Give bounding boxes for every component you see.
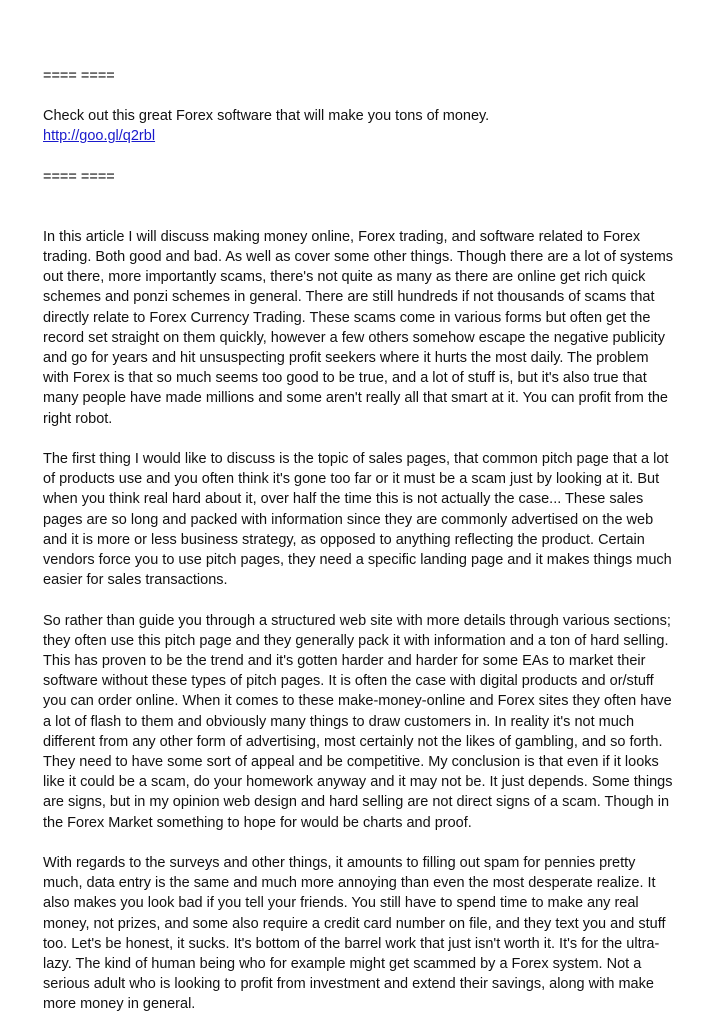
text-line: are signs, but in my opinion web design and hard selling are not direct signs of a scam. Though in xyxy=(43,794,670,811)
text-line: many people have made millions and some aren't really all that smart at it. You can profit from the xyxy=(43,390,668,407)
article-paragraph xyxy=(43,853,688,1015)
article-paragraph xyxy=(43,611,688,833)
promo-text: Check out this great Forex software that will make you tons of money. xyxy=(43,108,490,125)
text-line: much, data entry is the same and much more annoying than even the most desperate realize. It xyxy=(43,875,656,892)
text-line: also makes you look bad if you tell your friends. You still have to spend time to make any real xyxy=(43,895,639,912)
text-line: So rather than guide you through a structured web site with more details through various sections; xyxy=(43,612,671,629)
text-line: software without these types of pitch pages. It is often the case with digital products and or/stuff xyxy=(43,673,654,690)
text-line: of products use and you often think it's gone too far or it must be a scam just by looking at it. But xyxy=(43,471,660,488)
promo-link[interactable]: http://goo.gl/q2rbl xyxy=(43,128,156,145)
text-line: With regards to the surveys and other things, it amounts to filling out spam for pennies pretty xyxy=(43,855,636,872)
text-line: when you think real hard about it, over half the time this is not actually the case... These sales xyxy=(43,491,644,508)
text-line: They need to have some sort of appeal and be competitive. My conclusion is that even if it looks xyxy=(43,754,659,771)
document-page xyxy=(43,66,688,1035)
text-line: they often use this pitch page and they generally pack it with information and a ton of hard selling. xyxy=(43,632,669,649)
text-line: with Forex is that so much seems too good to be true, and a lot of stuff is, but it's also true that xyxy=(43,370,647,387)
text-line: The first thing I would like to discuss is the topic of sales pages, that common pitch page that a lot xyxy=(43,451,669,468)
text-line: money, not prizes, and some also require a credit card number on file, and they text you and stuff xyxy=(43,915,666,932)
text-line: you can order online. When it comes to these make-money-online and Forex sites they often have xyxy=(43,693,672,710)
text-line: and it is more or less business strategy, as opposed to anything reflecting the product. Certain xyxy=(43,531,645,548)
separator-top: ==== ==== xyxy=(43,68,115,84)
separator-bottom: ==== ==== xyxy=(43,168,115,185)
text-line: out there, more importantly scams, there's not quite as many as there are online get rich quick xyxy=(43,269,646,286)
text-line: pages are so long and packed with information since they are commonly advertised on the web xyxy=(43,511,654,528)
text-line: schemes and ponzi schemes in general. There are still hundreds if not thousands of scams that xyxy=(43,289,655,306)
text-line: directly relate to Forex Currency Trading. These scams come in various forms but often get the xyxy=(43,309,651,326)
text-line: like it could be a scam, do your homework anyway and it may not be. It just depends. Some things xyxy=(43,774,673,791)
text-line: more money in general. xyxy=(43,996,196,1013)
text-line: This has proven to be the trend and it's gotten harder and harder for some EAs to market their xyxy=(43,653,646,670)
text-line: and go for years and hit unsuspecting profit seekers where it hurts the most daily. The problem xyxy=(43,350,649,367)
text-line: the Forex Market something to hope for would be charts and proof. xyxy=(43,814,472,831)
text-line: too. Let's be honest, it sucks. It's bottom of the barrel work that just isn't worth it. It's for the ultra- xyxy=(43,935,660,952)
article-paragraph xyxy=(43,227,688,429)
promo-block xyxy=(43,106,688,146)
text-line: lazy. The kind of human being who for example might get scammed by a Forex system. Not a xyxy=(43,956,642,973)
text-line: trading. Both good and bad. As well as cover some other things. Though there are a lot of systems xyxy=(43,249,674,266)
text-line: serious adult who is looking to profit from investment and extend their savings, along with make xyxy=(43,976,654,993)
text-line: right robot. xyxy=(43,410,113,427)
text-line: In this article I will discuss making money online, Forex trading, and software related to Forex xyxy=(43,228,641,245)
text-line: easier for sales transactions. xyxy=(43,572,228,589)
article-paragraph xyxy=(43,449,688,590)
text-line: record set straight on them quickly, however a few others somehow escape the negative publicity xyxy=(43,329,665,346)
text-line: different from any other form of advertising, most certainly not the likes of gambling, and so forth. xyxy=(43,733,663,750)
article-body xyxy=(43,227,688,1015)
text-line: a lot of flash to them and obviously many things to draw customers in. In reality it's not much xyxy=(43,713,635,730)
text-line: vendors force you to use pitch pages, they need a specific landing page and it makes things much xyxy=(43,552,672,569)
